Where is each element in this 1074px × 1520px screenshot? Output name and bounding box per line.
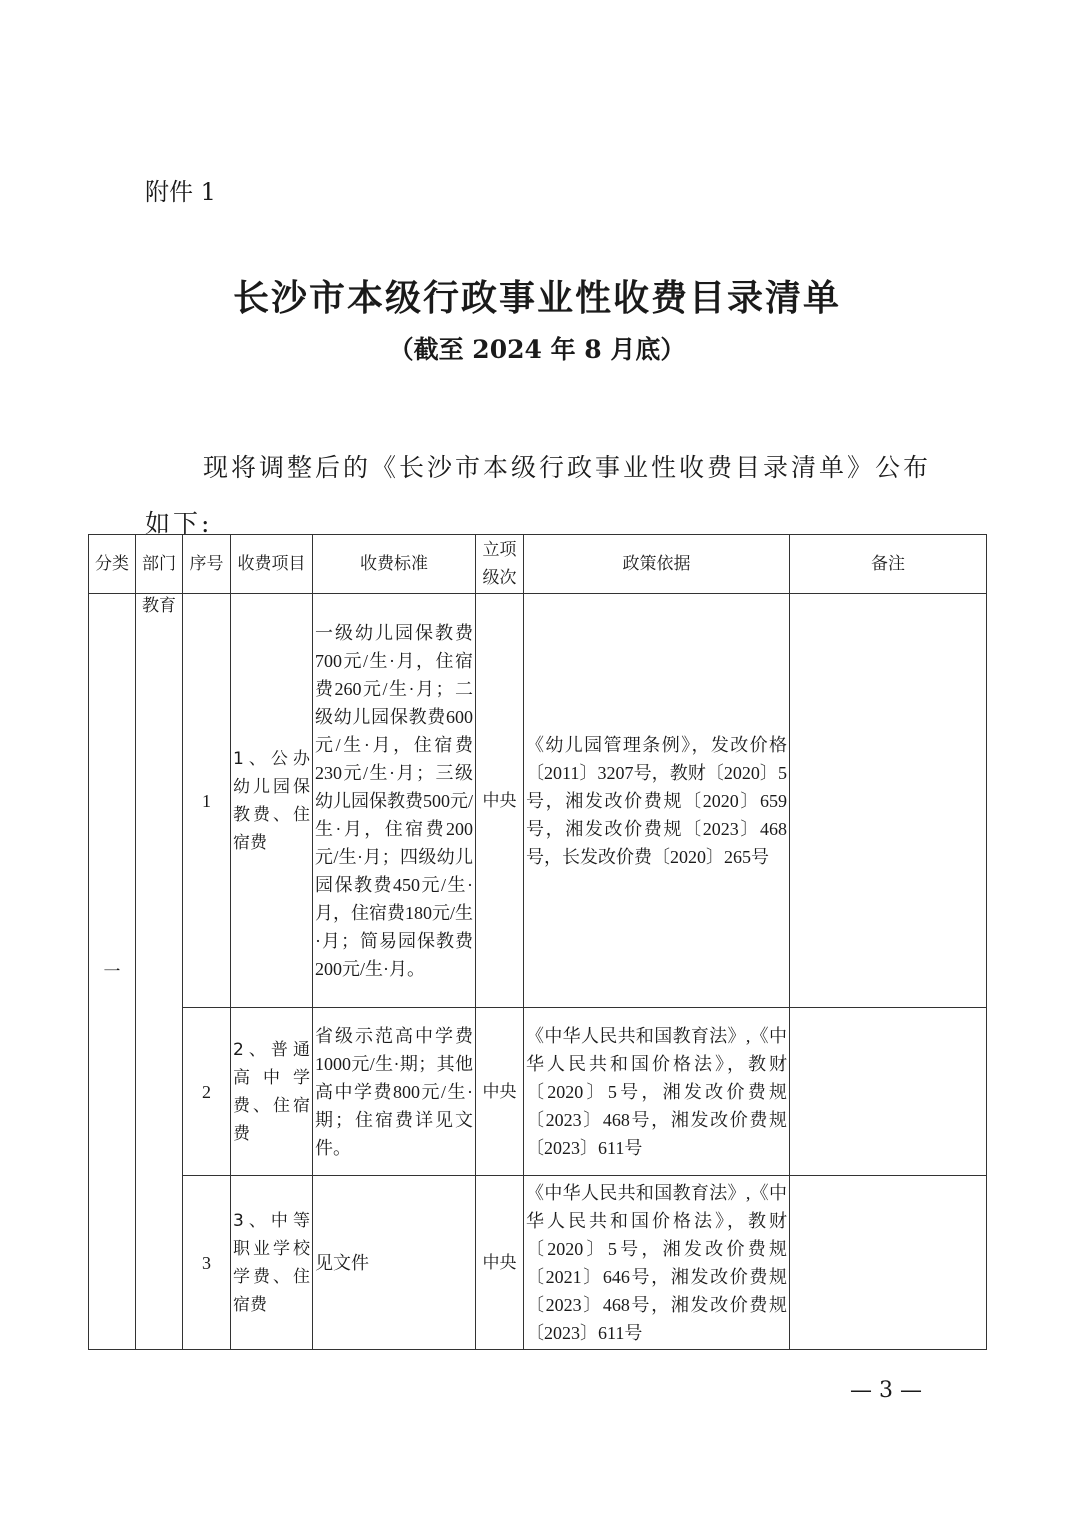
table-row	[89, 594, 987, 1008]
attachment-label: 附件 1	[145, 178, 216, 206]
fee-standard: 一级幼儿园保教费700元/生·月，住宿费260元/生·月；二级幼儿园保教费600元/生·月，住宿费230元/生·月；三级幼儿园保教费500元/生·月，住宿费200元/生·月；四级幼儿园保教费450元/生·月，住宿费180元/生·月；简易园保教费200元/生·月。	[313, 594, 476, 1008]
fee-standard: 见文件	[313, 1176, 476, 1350]
page-number: — 3 —	[850, 1378, 922, 1403]
row-number: 3	[183, 1176, 231, 1350]
header-standard: 收费标准	[313, 535, 476, 594]
header-number: 序号	[183, 535, 231, 594]
fee-table	[88, 534, 987, 1350]
remark	[790, 1008, 987, 1176]
category-cell: 一	[89, 594, 136, 1350]
project-level: 中央	[476, 1176, 524, 1350]
intro-paragraph: 现将调整后的《长沙市本级行政事业性收费目录清单》公布如下:	[145, 453, 932, 538]
header-item: 收费项目	[231, 535, 313, 594]
row-number: 2	[183, 1008, 231, 1176]
document-title: 长沙市本级行政事业性收费目录清单	[232, 277, 841, 319]
table-header-row	[89, 535, 987, 594]
fee-standard: 省级示范高中学费1000元/生·期；其他高中学费800元/生·期；住宿费详见文件。	[313, 1008, 476, 1176]
policy-basis: 《幼儿园管理条例》，发改价格〔2011〕3207号，教财〔2020〕5号，湘发改价费规〔2020〕659号，湘发改价费规〔2023〕468号，长发改价费〔2020〕265号	[524, 594, 790, 1008]
header-remark: 备注	[790, 535, 987, 594]
department-cell	[136, 594, 183, 1350]
header-basis: 政策依据	[524, 535, 790, 594]
fee-item: 3、中等职业学校学费、住宿费	[231, 1176, 313, 1350]
fee-item: 2、普通高中学费、住宿费	[231, 1008, 313, 1176]
header-category: 分类	[89, 535, 136, 594]
policy-basis: 《中华人民共和国教育法》,《中华人民共和国价格法》，教财〔2020〕5号，湘发改价费规〔2023〕468号，湘发改价费规〔2023〕611号	[524, 1008, 790, 1176]
row-number: 1	[183, 594, 231, 1008]
department-label: 教育	[142, 595, 176, 616]
header-department: 部门	[136, 535, 183, 594]
header-level: 立项级次	[476, 535, 524, 594]
remark	[790, 594, 987, 1008]
policy-basis: 《中华人民共和国教育法》,《中华人民共和国价格法》，教财〔2020〕5号，湘发改价费规〔2021〕646号，湘发改价费规〔2023〕468号，湘发改价费规〔2023〕611号	[524, 1176, 790, 1350]
document-subtitle: （截至 2024 年 8 月底）	[388, 335, 686, 364]
table-row	[89, 1176, 987, 1350]
project-level: 中央	[476, 594, 524, 1008]
table-row	[89, 1008, 987, 1176]
project-level: 中央	[476, 1008, 524, 1176]
remark	[790, 1176, 987, 1350]
fee-item: 1、公办幼儿园保教费、住宿费	[231, 594, 313, 1008]
